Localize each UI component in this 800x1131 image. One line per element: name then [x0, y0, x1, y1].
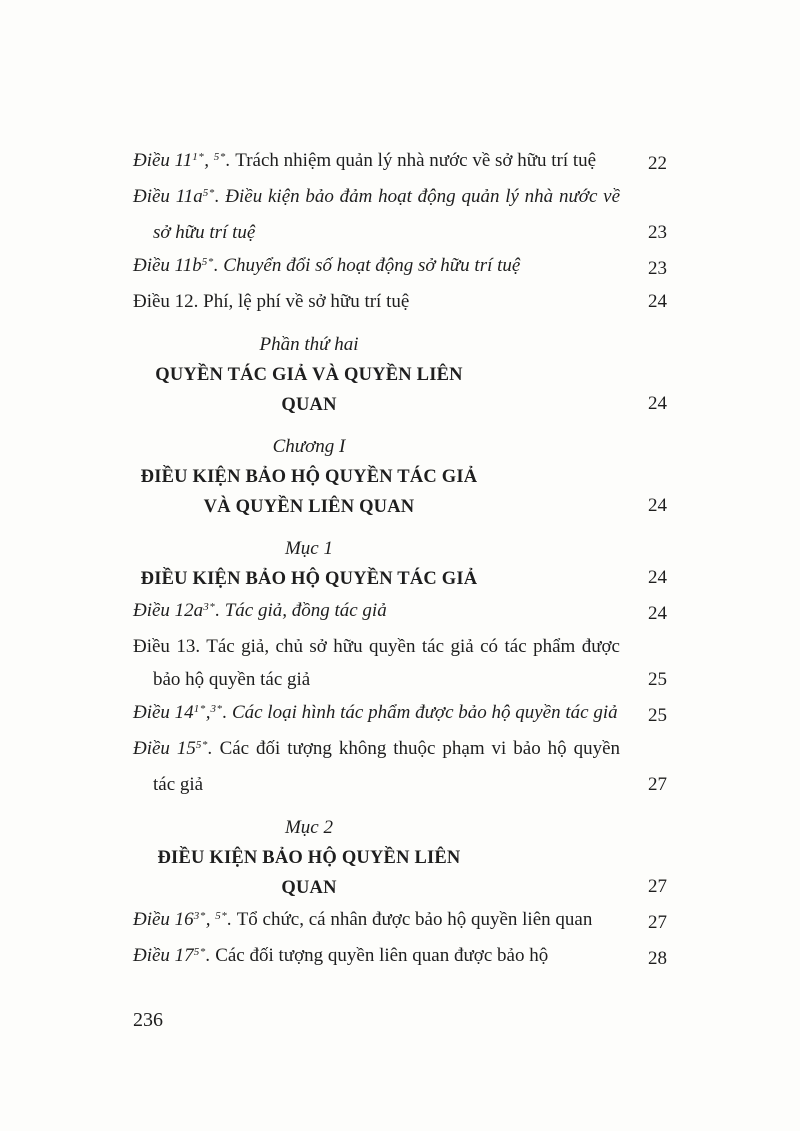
toc-item-text — [133, 330, 620, 420]
text-segment: Các đối tượng quyền liên quan được bảo hộ — [215, 945, 549, 966]
toc-item-text — [133, 939, 620, 975]
toc-item-text — [133, 285, 620, 318]
text-segment: Trách nhiệm quản lý nhà nước về sở hữu trí tuệ — [235, 150, 597, 171]
text-segment: Tổ chức, cá nhân được bảo hộ quyền liên quan — [236, 909, 593, 930]
text-segment: Điều 17 — [133, 945, 194, 966]
text-segment: 5* — [215, 910, 228, 922]
toc-item-text — [133, 813, 620, 903]
text-segment: Điều 14 — [133, 702, 194, 723]
toc-entry — [133, 939, 667, 975]
toc-page-number: 23 — [648, 222, 667, 243]
toc-section-heading — [133, 330, 667, 420]
toc-list — [133, 144, 667, 975]
text-segment: Điều 16 — [133, 909, 194, 930]
text-segment: 5* — [213, 151, 226, 163]
text-segment: . — [205, 945, 216, 966]
toc-page-number: 24 — [648, 567, 667, 588]
heading-line: Mục 2 — [284, 817, 333, 838]
toc-section-heading — [133, 432, 667, 522]
text-segment: . — [227, 909, 237, 930]
heading-line: VÀ QUYỀN LIÊN QUAN — [203, 497, 415, 517]
toc-page-number: 28 — [648, 948, 667, 969]
text-segment: Điều 15 — [133, 738, 196, 759]
toc-page-number: 25 — [648, 705, 667, 726]
heading-line: ĐIỀU KIỆN BẢO HỘ QUYỀN LIÊN QUAN — [157, 848, 461, 898]
toc-entry — [133, 285, 667, 318]
toc-page-number: 23 — [648, 258, 667, 279]
text-segment: . — [207, 738, 220, 759]
text-segment: Điều 11a — [133, 186, 203, 207]
toc-item-text — [133, 180, 620, 249]
toc-page-number: 27 — [648, 774, 667, 795]
toc-entry — [133, 732, 667, 801]
heading-line: Phần thứ hai — [259, 334, 359, 355]
heading-line: ĐIỀU KIỆN BẢO HỘ QUYỀN TÁC GIẢ — [140, 569, 478, 589]
toc-item-text — [133, 594, 620, 630]
toc-page-number: 27 — [648, 876, 667, 897]
text-segment: 1* — [192, 151, 205, 163]
toc-entry — [133, 594, 667, 630]
toc-page-number: 24 — [648, 393, 667, 414]
toc-page-number: 25 — [648, 669, 667, 690]
footer-page-number: 236 — [133, 1009, 163, 1031]
text-segment: Điều 11 — [133, 150, 193, 171]
toc-page-number: 24 — [648, 291, 667, 312]
toc-entry — [133, 144, 667, 180]
text-segment: . Tác giả, đồng tác giả — [215, 600, 387, 621]
toc-page-number: 22 — [648, 153, 667, 174]
text-segment: , — [205, 909, 216, 930]
toc-item-text — [133, 534, 620, 594]
toc-item-text — [133, 249, 620, 285]
toc-entry — [133, 180, 667, 249]
toc-section-heading — [133, 813, 667, 903]
toc-entry — [133, 696, 667, 732]
heading-line: ĐIỀU KIỆN BẢO HỘ QUYỀN TÁC GIẢ — [140, 467, 478, 487]
text-segment: , — [204, 150, 214, 171]
text-segment: 5* — [195, 739, 208, 751]
text-segment: . — [225, 150, 236, 171]
text-segment: 1* — [193, 703, 206, 715]
heading-line: Chương I — [272, 436, 346, 457]
toc-item-text — [133, 630, 620, 696]
toc-entry — [133, 249, 667, 285]
toc-entry — [133, 903, 667, 939]
toc-item-text — [133, 696, 620, 732]
text-segment: 5* — [202, 187, 215, 199]
toc-item-text — [133, 903, 620, 939]
text-segment: 5* — [193, 946, 206, 958]
toc-page-number: 27 — [648, 912, 667, 933]
toc-page-number: 24 — [648, 495, 667, 516]
text-segment: Điều 12. Phí, lệ phí về sở hữu trí tuệ — [133, 291, 410, 312]
text-segment: Điều 12a — [133, 600, 204, 621]
text-segment: . Các loại hình tác phẩm được bảo hộ quyền tác giả — [222, 702, 618, 723]
text-segment: , — [205, 702, 211, 723]
text-segment: 3* — [210, 703, 223, 715]
heading-line: Mục 1 — [284, 538, 333, 559]
toc-entry — [133, 630, 667, 696]
text-segment: . Điều kiện bảo đảm hoạt động quản lý nhà nước về sở hữu trí tuệ — [153, 186, 621, 243]
text-segment: 5* — [201, 256, 214, 268]
heading-line: QUYỀN TÁC GIẢ VÀ QUYỀN LIÊN QUAN — [155, 365, 463, 415]
text-segment: Các đối tượng không thuộc phạm vi bảo hộ quyền tác giả — [153, 738, 620, 795]
text-segment: 3* — [203, 601, 216, 613]
toc-item-text — [133, 432, 620, 522]
toc-item-text — [133, 732, 620, 801]
text-segment: 3* — [193, 910, 206, 922]
text-segment: . Chuyển đổi số hoạt động sở hữu trí tuệ — [213, 255, 521, 276]
toc-item-text — [133, 144, 620, 180]
text-segment: Điều 11b — [133, 255, 202, 276]
toc-page-number: 24 — [648, 603, 667, 624]
text-segment: Điều 13. Tác giả, chủ sở hữu quyền tác giả có tác phẩm được bảo hộ quyền tác giả — [133, 636, 620, 690]
toc-section-heading — [133, 534, 667, 594]
